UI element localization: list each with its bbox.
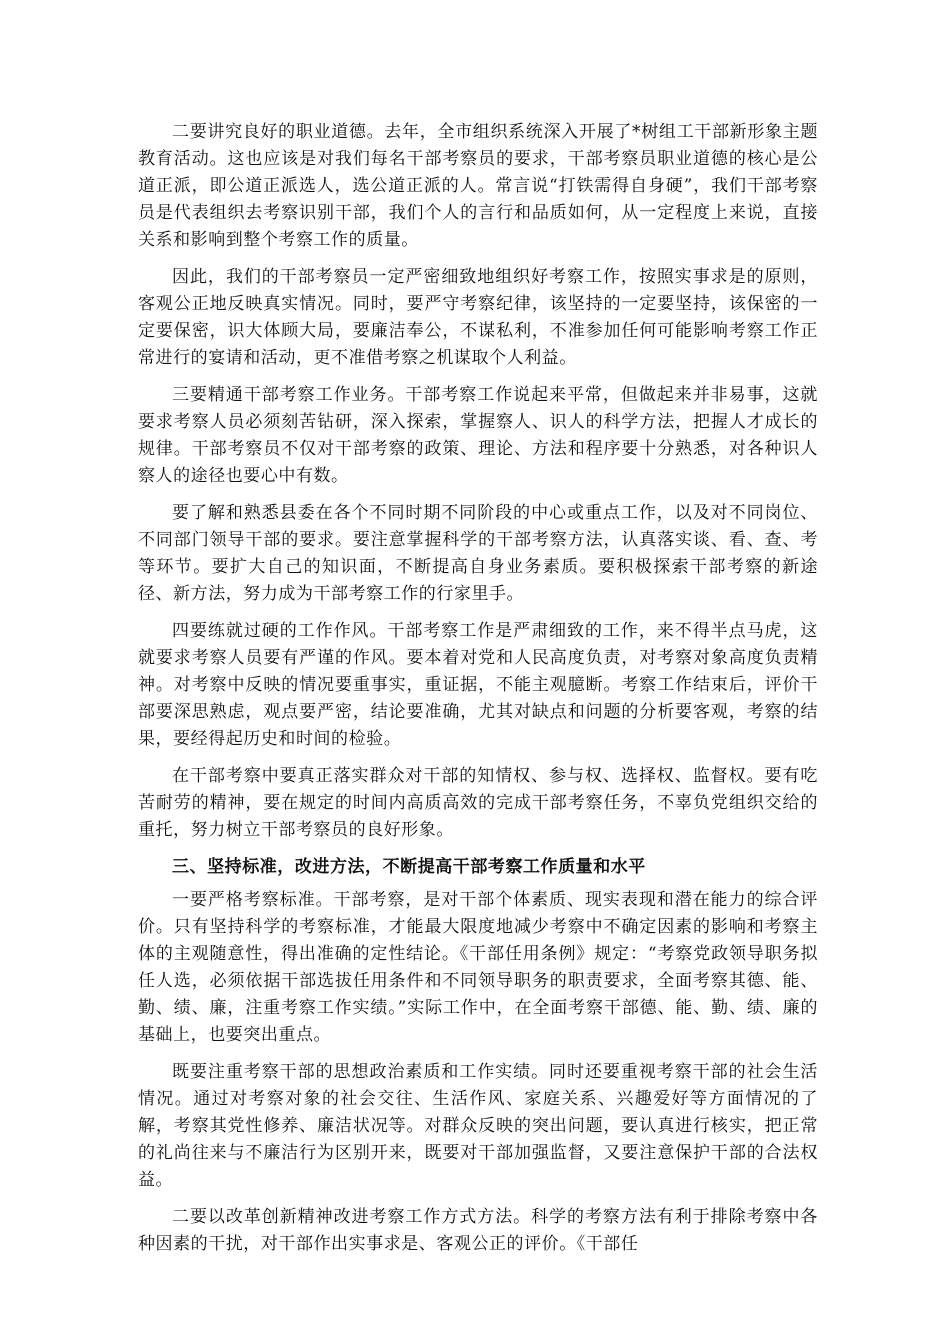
paragraph-professional-ethics: 二要讲究良好的职业道德。去年，全市组织系统深入开展了*树组工干部新形象主题教育活动。这也应该是对我们每名干部考察员的要求，干部考察员职业道德的核心是公道正派，即公道正派选人，选公道正派的人。常言说“打铁需得自身硬”，我们干部考察员是代表组织去考察识别干部，我们个人的言行和品质如何，从一定程度上来说，直接关系和影响到整个考察工作的质量。 (138, 122, 818, 250)
paragraph-strict-standards: 一要严格考察标准。干部考察，是对干部个体素质、现实表现和潜在能力的综合评价。只有坚持科学的考察标准，才能最大限度地减少考察中不确定因素的影响和考察主体的主观随意性，得出准确的定性结论。《干部任用条例》规定：“考察党政领导职务拟任人选，必须依据干部选拔任用条件和不同领导职务的职责要求，全面考察其德、能、勤、绩、廉，注重考察工作实绩。”实际工作中，在全面考察干部德、能、勤、绩、廉的基础上，也要突出重点。 (138, 890, 818, 1045)
paragraph-county-work: 要了解和熟悉县委在各个不同时期不同阶段的中心或重点工作，以及对不同岗位、不同部门领导干部的要求。要注意掌握科学的干部考察方法，认真落实谈、看、查、考等环节。要扩大自己的知识面，不断提高自身业务素质。要积极探索干部考察的新途径、新方法，努力成为干部考察工作的行家里手。 (138, 503, 818, 604)
paragraph-work-style: 四要练就过硬的工作作风。干部考察工作是严肃细致的工作，来不得半点马虎，这就要求考察人员要有严谨的作风。要本着对党和人民高度负责，对考察对象高度负责精神。对考察中反映的情况要重事实，重证据，不能主观臆断。考察工作结束后，评价干部要深思熟虑，观点要严密，结论要准确，尤其对缺点和问题的分析要客观，考察的结果，要经得起历史和时间的检验。 (138, 621, 818, 749)
paragraph-public-rights: 在干部考察中要真正落实群众对干部的知情权、参与权、选择权、监督权。要有吃苦耐劳的精神，要在规定的时间内高质高效的完成干部考察任务，不辜负党组织交给的重托，努力树立干部考察员的良好形象。 (138, 766, 818, 840)
paragraph-business-skills: 三要精通干部考察工作业务。干部考察工作说起来平常，但做起来并非易事，这就要求考察人员必须刻苦钻研，深入探索，掌握察人、识人的科学方法，把握人才成长的规律。干部考察员不仅对干部考察的政策、理论、方法和程序要十分熟悉，对各种识人察人的途径也要心中有数。 (138, 385, 818, 486)
document-body (138, 119, 818, 1268)
paragraph-discipline: 因此，我们的干部考察员一定严密细致地组织好考察工作，按照实事求是的原则，客观公正地反映真实情况。同时，要严守考察纪律，该坚持的一定要坚持，该保密的一定要保密，识大体顾大局，要廉洁奉公，不谋私利，不准参加任何可能影响考察工作正常进行的宴请和活动，更不准借考察之机谋取个人利益。 (138, 267, 818, 368)
paragraph-reform-methods: 二要以改革创新精神改进考察工作方式方法。科学的考察方法有利于排除考察中各种因素的干扰，对干部作出实事求是、客观公正的评价。《干部任 (138, 1207, 818, 1254)
paragraph-political-quality: 既要注重考察干部的思想政治素质和工作实绩。同时还要重视考察干部的社会生活情况。通过对考察对象的社会交往、生活作风、家庭关系、兴趣爱好等方面情况的了解，考察其党性修养、廉洁状况等。对群众反映的突出问题，要认真进行核实，把正常的礼尚往来与不廉洁行为区别开来，既要对干部加强监督，又要注意保护干部的合法权益。 (138, 1062, 818, 1190)
section-heading-standards: 三、坚持标准，改进方法，不断提高干部考察工作质量和水平 (172, 857, 646, 877)
